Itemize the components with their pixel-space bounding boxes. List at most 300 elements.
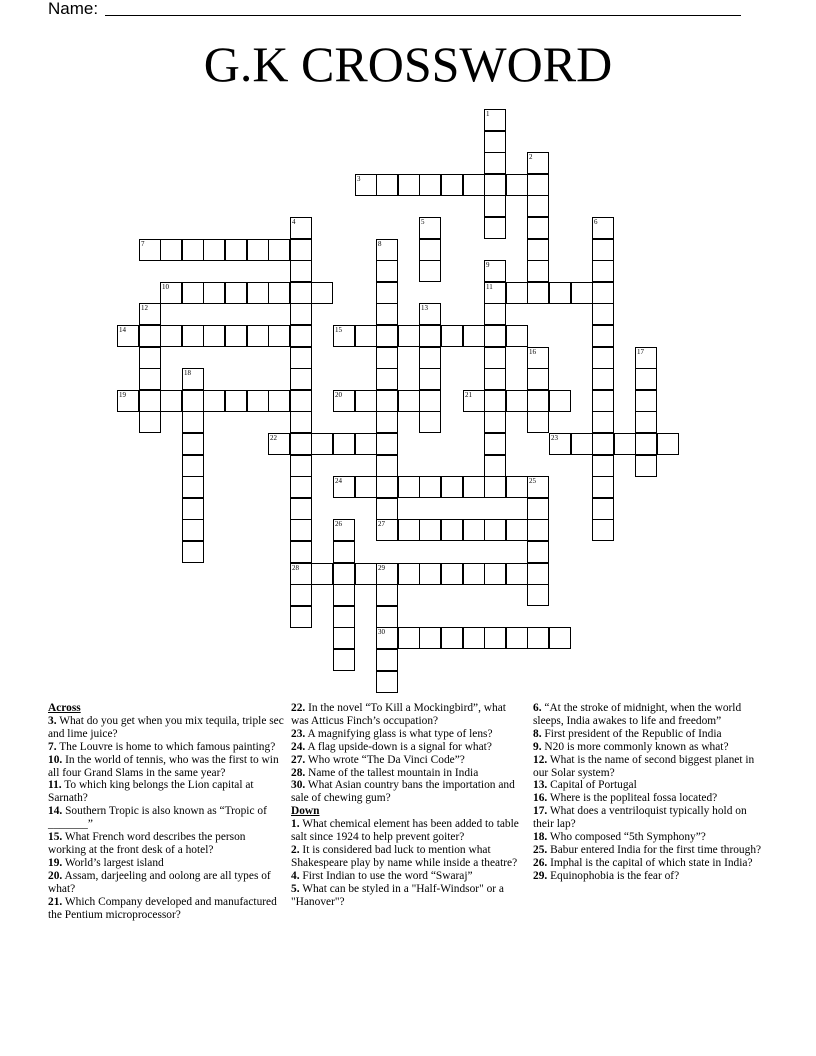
- grid-cell[interactable]: [549, 282, 571, 304]
- grid-cell[interactable]: [376, 347, 398, 369]
- grid-cell[interactable]: [419, 627, 441, 649]
- grid-cell[interactable]: [506, 476, 528, 498]
- grid-cell[interactable]: [290, 282, 312, 304]
- grid-cell[interactable]: [484, 455, 506, 477]
- grid-cell[interactable]: [484, 390, 506, 412]
- grid-cell[interactable]: [571, 282, 593, 304]
- grid-cell[interactable]: [527, 519, 549, 541]
- clue-number: 3: [357, 175, 361, 183]
- grid-cell[interactable]: [463, 563, 485, 585]
- grid-cell[interactable]: [376, 325, 398, 347]
- clue-number-label: 19.: [48, 856, 63, 869]
- grid-cell[interactable]: [290, 368, 312, 390]
- clue-number: 4: [292, 218, 296, 226]
- across-heading: Across: [48, 702, 81, 714]
- clue-text: A flag upside-down is a signal for what?: [305, 740, 492, 753]
- grid-cell[interactable]: [182, 433, 204, 455]
- grid-cell[interactable]: [182, 455, 204, 477]
- clue-item: [48, 779, 284, 805]
- grid-cell[interactable]: [333, 563, 355, 585]
- grid-cell[interactable]: [635, 411, 657, 433]
- grid-cell[interactable]: [398, 519, 420, 541]
- grid-cell[interactable]: [527, 217, 549, 239]
- clue-item: [533, 805, 769, 831]
- grid-cell[interactable]: [290, 433, 312, 455]
- clue-item: [291, 754, 525, 767]
- grid-cell[interactable]: [419, 390, 441, 412]
- grid-cell[interactable]: [290, 411, 312, 433]
- grid-cell[interactable]: [139, 347, 161, 369]
- clue-number-label: 28.: [291, 766, 306, 779]
- grid-cell[interactable]: [506, 627, 528, 649]
- grid-cell[interactable]: [441, 476, 463, 498]
- grid-cell[interactable]: [484, 131, 506, 153]
- grid-cell[interactable]: [441, 174, 463, 196]
- grid-cell[interactable]: [311, 433, 333, 455]
- grid-cell[interactable]: [376, 606, 398, 628]
- grid-cell[interactable]: [376, 649, 398, 671]
- grid-cell[interactable]: [635, 390, 657, 412]
- clue-text: Capital of Portugal: [547, 779, 637, 792]
- grid-cell[interactable]: [463, 174, 485, 196]
- grid-cell[interactable]: [268, 433, 290, 455]
- grid-cell[interactable]: [398, 563, 420, 585]
- clue-number: 29: [378, 564, 385, 572]
- clue-number: 5: [421, 218, 425, 226]
- grid-cell[interactable]: [203, 239, 225, 261]
- grid-cell[interactable]: [290, 563, 312, 585]
- grid-cell[interactable]: [506, 519, 528, 541]
- grid-cell[interactable]: [419, 563, 441, 585]
- grid-cell[interactable]: [290, 476, 312, 498]
- grid-cell[interactable]: [311, 282, 333, 304]
- clue-text: Who wrote “The Da Vinci Code”?: [305, 753, 465, 766]
- grid-cell[interactable]: [592, 368, 614, 390]
- grid-cell[interactable]: [247, 282, 269, 304]
- grid-cell[interactable]: [139, 368, 161, 390]
- clue-text: In the novel “To Kill a Mockingbird”, what was Atticus Finch’s occupation?: [291, 702, 506, 727]
- clue-item: [48, 754, 284, 780]
- grid-cell[interactable]: [139, 411, 161, 433]
- clue-number: 30: [378, 628, 385, 636]
- clue-item: [533, 741, 769, 754]
- grid-cell[interactable]: [247, 325, 269, 347]
- grid-cell[interactable]: [333, 390, 355, 412]
- grid-cell[interactable]: [268, 282, 290, 304]
- clue-number-label: 18.: [533, 831, 548, 844]
- grid-cell[interactable]: [290, 541, 312, 563]
- clue-number: 7: [141, 240, 145, 248]
- grid-cell[interactable]: [355, 325, 377, 347]
- grid-cell[interactable]: [225, 390, 247, 412]
- grid-cell[interactable]: [376, 282, 398, 304]
- grid-cell[interactable]: [376, 174, 398, 196]
- grid-cell[interactable]: [355, 390, 377, 412]
- grid-cell[interactable]: [484, 152, 506, 174]
- grid-cell[interactable]: [290, 584, 312, 606]
- grid-cell[interactable]: [225, 282, 247, 304]
- grid-cell[interactable]: [635, 455, 657, 477]
- grid-cell[interactable]: [247, 390, 269, 412]
- grid-cell[interactable]: [527, 239, 549, 261]
- grid-cell[interactable]: [290, 498, 312, 520]
- clue-number-label: 21.: [48, 895, 63, 908]
- clue-number: 12: [141, 304, 148, 312]
- clue-number-label: 9.: [533, 740, 542, 753]
- grid-cell[interactable]: [376, 433, 398, 455]
- clue-number: 28: [292, 564, 299, 572]
- clue-number-label: 6.: [533, 702, 542, 714]
- grid-cell[interactable]: [333, 649, 355, 671]
- grid-cell[interactable]: [527, 541, 549, 563]
- clue-number: 9: [486, 261, 490, 269]
- name-label: Name:: [48, 0, 99, 18]
- clue-number-label: 25.: [533, 843, 548, 856]
- grid-cell[interactable]: [398, 174, 420, 196]
- grid-cell[interactable]: [506, 174, 528, 196]
- clue-number-label: 23.: [291, 727, 306, 740]
- clue-text: What Asian country bans the importation and sale of chewing gum?: [291, 779, 515, 805]
- grid-cell[interactable]: [398, 325, 420, 347]
- clue-item: [291, 870, 525, 883]
- grid-cell[interactable]: [527, 368, 549, 390]
- grid-cell[interactable]: [376, 368, 398, 390]
- grid-cell[interactable]: [182, 541, 204, 563]
- grid-cell[interactable]: [268, 390, 290, 412]
- clue-number: 22: [270, 434, 277, 442]
- grid-cell[interactable]: [419, 368, 441, 390]
- grid-cell[interactable]: [549, 390, 571, 412]
- grid-cell[interactable]: [484, 260, 506, 282]
- clue-item: [533, 831, 769, 844]
- grid-cell[interactable]: [527, 498, 549, 520]
- grid-cell[interactable]: [376, 671, 398, 693]
- grid-cell[interactable]: [398, 390, 420, 412]
- grid-cell[interactable]: [182, 519, 204, 541]
- grid-cell[interactable]: [376, 390, 398, 412]
- grid-cell[interactable]: [463, 519, 485, 541]
- grid-cell[interactable]: [117, 325, 139, 347]
- clue-number-label: 12.: [533, 753, 548, 766]
- grid-cell[interactable]: [484, 627, 506, 649]
- clue-item: [533, 870, 769, 883]
- grid-cell[interactable]: [592, 217, 614, 239]
- clue-number: 10: [162, 283, 169, 291]
- grid-cell[interactable]: [527, 260, 549, 282]
- grid-cell[interactable]: [635, 347, 657, 369]
- grid-cell[interactable]: [506, 390, 528, 412]
- clue-column-2: [291, 702, 525, 909]
- grid-cell[interactable]: [182, 390, 204, 412]
- grid-cell[interactable]: [355, 433, 377, 455]
- grid-cell[interactable]: [484, 347, 506, 369]
- grid-cell[interactable]: [484, 519, 506, 541]
- grid-cell[interactable]: [527, 563, 549, 585]
- grid-cell[interactable]: [268, 239, 290, 261]
- grid-cell[interactable]: [463, 476, 485, 498]
- grid-cell[interactable]: [441, 627, 463, 649]
- clue-text: Imphal is the capital of which state in India?: [547, 856, 753, 869]
- clue-item: [48, 896, 284, 922]
- grid-cell[interactable]: [419, 347, 441, 369]
- grid-cell[interactable]: [527, 174, 549, 196]
- grid-cell[interactable]: [225, 239, 247, 261]
- grid-cell[interactable]: [592, 455, 614, 477]
- grid-cell[interactable]: [182, 239, 204, 261]
- grid-cell[interactable]: [268, 325, 290, 347]
- clue-number-label: 24.: [291, 740, 306, 753]
- grid-cell[interactable]: [290, 260, 312, 282]
- clue-number: 16: [529, 348, 536, 356]
- clue-item: [533, 792, 769, 805]
- grid-cell[interactable]: [549, 627, 571, 649]
- grid-cell[interactable]: [527, 584, 549, 606]
- grid-cell[interactable]: [592, 303, 614, 325]
- grid-cell[interactable]: [139, 390, 161, 412]
- grid-cell[interactable]: [419, 174, 441, 196]
- clue-item: [533, 844, 769, 857]
- grid-cell[interactable]: [160, 390, 182, 412]
- grid-cell[interactable]: [549, 433, 571, 455]
- clue-number-label: 10.: [48, 753, 63, 766]
- grid-cell[interactable]: [527, 476, 549, 498]
- clue-number: 15: [335, 326, 342, 334]
- grid-cell[interactable]: [419, 217, 441, 239]
- grid-cell[interactable]: [355, 476, 377, 498]
- grid-cell[interactable]: [160, 282, 182, 304]
- grid-cell[interactable]: [376, 476, 398, 498]
- clue-item: [533, 702, 769, 728]
- grid-cell[interactable]: [203, 390, 225, 412]
- grid-cell[interactable]: [592, 282, 614, 304]
- grid-cell[interactable]: [506, 325, 528, 347]
- grid-cell[interactable]: [139, 303, 161, 325]
- grid-cell[interactable]: [419, 476, 441, 498]
- grid-cell[interactable]: [592, 347, 614, 369]
- grid-cell[interactable]: [311, 563, 333, 585]
- grid-cell[interactable]: [376, 519, 398, 541]
- grid-cell[interactable]: [160, 239, 182, 261]
- grid-cell[interactable]: [484, 325, 506, 347]
- grid-cell[interactable]: [592, 519, 614, 541]
- grid-cell[interactable]: [484, 217, 506, 239]
- clue-item: [48, 831, 284, 857]
- clue-number-label: 20.: [48, 869, 63, 882]
- grid-cell[interactable]: [333, 584, 355, 606]
- grid-cell[interactable]: [592, 325, 614, 347]
- clue-item: [291, 844, 525, 870]
- grid-cell[interactable]: [376, 303, 398, 325]
- grid-cell[interactable]: [484, 476, 506, 498]
- grid-cell[interactable]: [527, 195, 549, 217]
- clue-text: To which king belongs the Lion capital at Sarnath?: [48, 779, 254, 805]
- clue-text: What chemical element has been added to table salt since 1924 to help prevent goiter?: [291, 818, 519, 844]
- grid-cell[interactable]: [484, 563, 506, 585]
- grid-cell[interactable]: [635, 368, 657, 390]
- grid-cell[interactable]: [484, 109, 506, 131]
- grid-cell[interactable]: [527, 411, 549, 433]
- grid-cell[interactable]: [527, 347, 549, 369]
- clue-number: 2: [529, 153, 533, 161]
- grid-cell[interactable]: [376, 627, 398, 649]
- grid-cell[interactable]: [506, 282, 528, 304]
- grid-cell[interactable]: [484, 303, 506, 325]
- grid-cell[interactable]: [290, 303, 312, 325]
- page-title: G.K CROSSWORD: [203, 36, 613, 92]
- grid-cell[interactable]: [182, 411, 204, 433]
- grid-cell[interactable]: [657, 433, 679, 455]
- grid-cell[interactable]: [592, 260, 614, 282]
- clue-column-3: [533, 702, 769, 883]
- grid-cell[interactable]: [247, 239, 269, 261]
- clue-number: 26: [335, 520, 342, 528]
- grid-cell[interactable]: [635, 433, 657, 455]
- grid-cell[interactable]: [203, 325, 225, 347]
- grid-cell[interactable]: [484, 195, 506, 217]
- grid-cell[interactable]: [203, 282, 225, 304]
- grid-cell[interactable]: [527, 152, 549, 174]
- clue-item: [533, 728, 769, 741]
- clue-number-label: 16.: [533, 792, 548, 805]
- grid-cell[interactable]: [160, 325, 182, 347]
- clue-number-label: 22.: [291, 702, 306, 714]
- clue-text: Babur entered India for the first time through?: [547, 843, 762, 856]
- clue-number: 11: [486, 283, 493, 291]
- grid-cell[interactable]: [139, 325, 161, 347]
- grid-cell[interactable]: [592, 476, 614, 498]
- grid-cell[interactable]: [419, 260, 441, 282]
- grid-cell[interactable]: [290, 455, 312, 477]
- grid-cell[interactable]: [182, 368, 204, 390]
- clue-text: N20 is more commonly known as what?: [541, 740, 729, 753]
- clue-number-label: 2.: [291, 843, 300, 856]
- grid-cell[interactable]: [592, 390, 614, 412]
- grid-cell[interactable]: [290, 390, 312, 412]
- grid-cell[interactable]: [484, 368, 506, 390]
- grid-cell[interactable]: [333, 476, 355, 498]
- grid-cell[interactable]: [419, 325, 441, 347]
- grid-cell[interactable]: [376, 498, 398, 520]
- clue-item: [291, 702, 525, 728]
- grid-cell[interactable]: [506, 563, 528, 585]
- clue-item: [291, 728, 525, 741]
- clue-item: [291, 767, 525, 780]
- grid-cell[interactable]: [376, 455, 398, 477]
- clue-number: 14: [119, 326, 126, 334]
- grid-cell[interactable]: [592, 239, 614, 261]
- grid-cell[interactable]: [333, 627, 355, 649]
- grid-cell[interactable]: [441, 519, 463, 541]
- clue-number-label: 29.: [533, 869, 548, 882]
- grid-cell[interactable]: [333, 325, 355, 347]
- grid-cell[interactable]: [117, 390, 139, 412]
- clue-number: 23: [551, 434, 558, 442]
- grid-cell[interactable]: [333, 519, 355, 541]
- clue-item: [291, 779, 525, 805]
- clue-text: Equinophobia is the fear of?: [547, 869, 680, 882]
- grid-cell[interactable]: [182, 476, 204, 498]
- grid-cell[interactable]: [484, 282, 506, 304]
- grid-cell[interactable]: [290, 606, 312, 628]
- grid-cell[interactable]: [441, 325, 463, 347]
- grid-cell[interactable]: [333, 541, 355, 563]
- grid-cell[interactable]: [182, 325, 204, 347]
- grid-cell[interactable]: [333, 433, 355, 455]
- clue-number-label: 8.: [533, 727, 542, 740]
- grid-cell[interactable]: [376, 239, 398, 261]
- grid-cell[interactable]: [376, 411, 398, 433]
- grid-cell[interactable]: [527, 282, 549, 304]
- clue-number: 13: [421, 304, 428, 312]
- grid-cell[interactable]: [376, 260, 398, 282]
- grid-cell[interactable]: [419, 411, 441, 433]
- grid-cell[interactable]: [182, 282, 204, 304]
- grid-cell[interactable]: [463, 325, 485, 347]
- grid-cell[interactable]: [182, 498, 204, 520]
- clue-text: Name of the tallest mountain in India: [305, 766, 479, 779]
- grid-cell[interactable]: [592, 498, 614, 520]
- clue-number-label: 27.: [291, 753, 306, 766]
- grid-cell[interactable]: [592, 411, 614, 433]
- grid-cell[interactable]: [463, 627, 485, 649]
- grid-cell[interactable]: [355, 174, 377, 196]
- grid-cell[interactable]: [419, 239, 441, 261]
- grid-cell[interactable]: [290, 239, 312, 261]
- grid-cell[interactable]: [139, 239, 161, 261]
- grid-cell[interactable]: [571, 433, 593, 455]
- grid-cell[interactable]: [527, 627, 549, 649]
- grid-cell[interactable]: [333, 606, 355, 628]
- clue-number-label: 7.: [48, 740, 57, 753]
- clue-number-label: 17.: [533, 805, 548, 818]
- clue-number: 27: [378, 520, 385, 528]
- clue-text: What can be styled in a "Half-Windsor" or a "Hanover"?: [291, 882, 504, 908]
- clue-item: [533, 857, 769, 870]
- grid-cell[interactable]: [463, 390, 485, 412]
- clue-number-label: 13.: [533, 779, 548, 792]
- clue-text: What is the name of second biggest planet in our Solar system?: [533, 753, 755, 779]
- clue-text: Which Company developed and manufactured the Pentium microprocessor?: [48, 895, 277, 921]
- grid-cell[interactable]: [376, 584, 398, 606]
- grid-cell[interactable]: [225, 325, 247, 347]
- clue-text: Southern Tropic is also known as “Tropic of _______”: [48, 805, 267, 831]
- grid-cell[interactable]: [290, 519, 312, 541]
- grid-cell[interactable]: [398, 476, 420, 498]
- grid-cell[interactable]: [441, 563, 463, 585]
- grid-cell[interactable]: [592, 433, 614, 455]
- grid-cell[interactable]: [376, 563, 398, 585]
- grid-cell[interactable]: [484, 433, 506, 455]
- grid-cell[interactable]: [527, 390, 549, 412]
- grid-cell[interactable]: [290, 347, 312, 369]
- grid-cell[interactable]: [484, 174, 506, 196]
- clue-text: Assam, darjeeling and oolong are all types of what?: [48, 869, 271, 895]
- clue-item: [291, 883, 525, 909]
- grid-cell[interactable]: [398, 627, 420, 649]
- clue-number-label: 14.: [48, 805, 63, 818]
- clue-number: 6: [594, 218, 598, 226]
- grid-cell[interactable]: [614, 433, 636, 455]
- clue-number: 21: [465, 391, 472, 399]
- clue-text: A magnifying glass is what type of lens?: [305, 727, 493, 740]
- grid-cell[interactable]: [355, 563, 377, 585]
- grid-cell[interactable]: [484, 411, 506, 433]
- clue-item: [48, 870, 284, 896]
- grid-cell[interactable]: [419, 303, 441, 325]
- grid-cell[interactable]: [290, 217, 312, 239]
- grid-cell[interactable]: [419, 519, 441, 541]
- grid-cell[interactable]: [290, 325, 312, 347]
